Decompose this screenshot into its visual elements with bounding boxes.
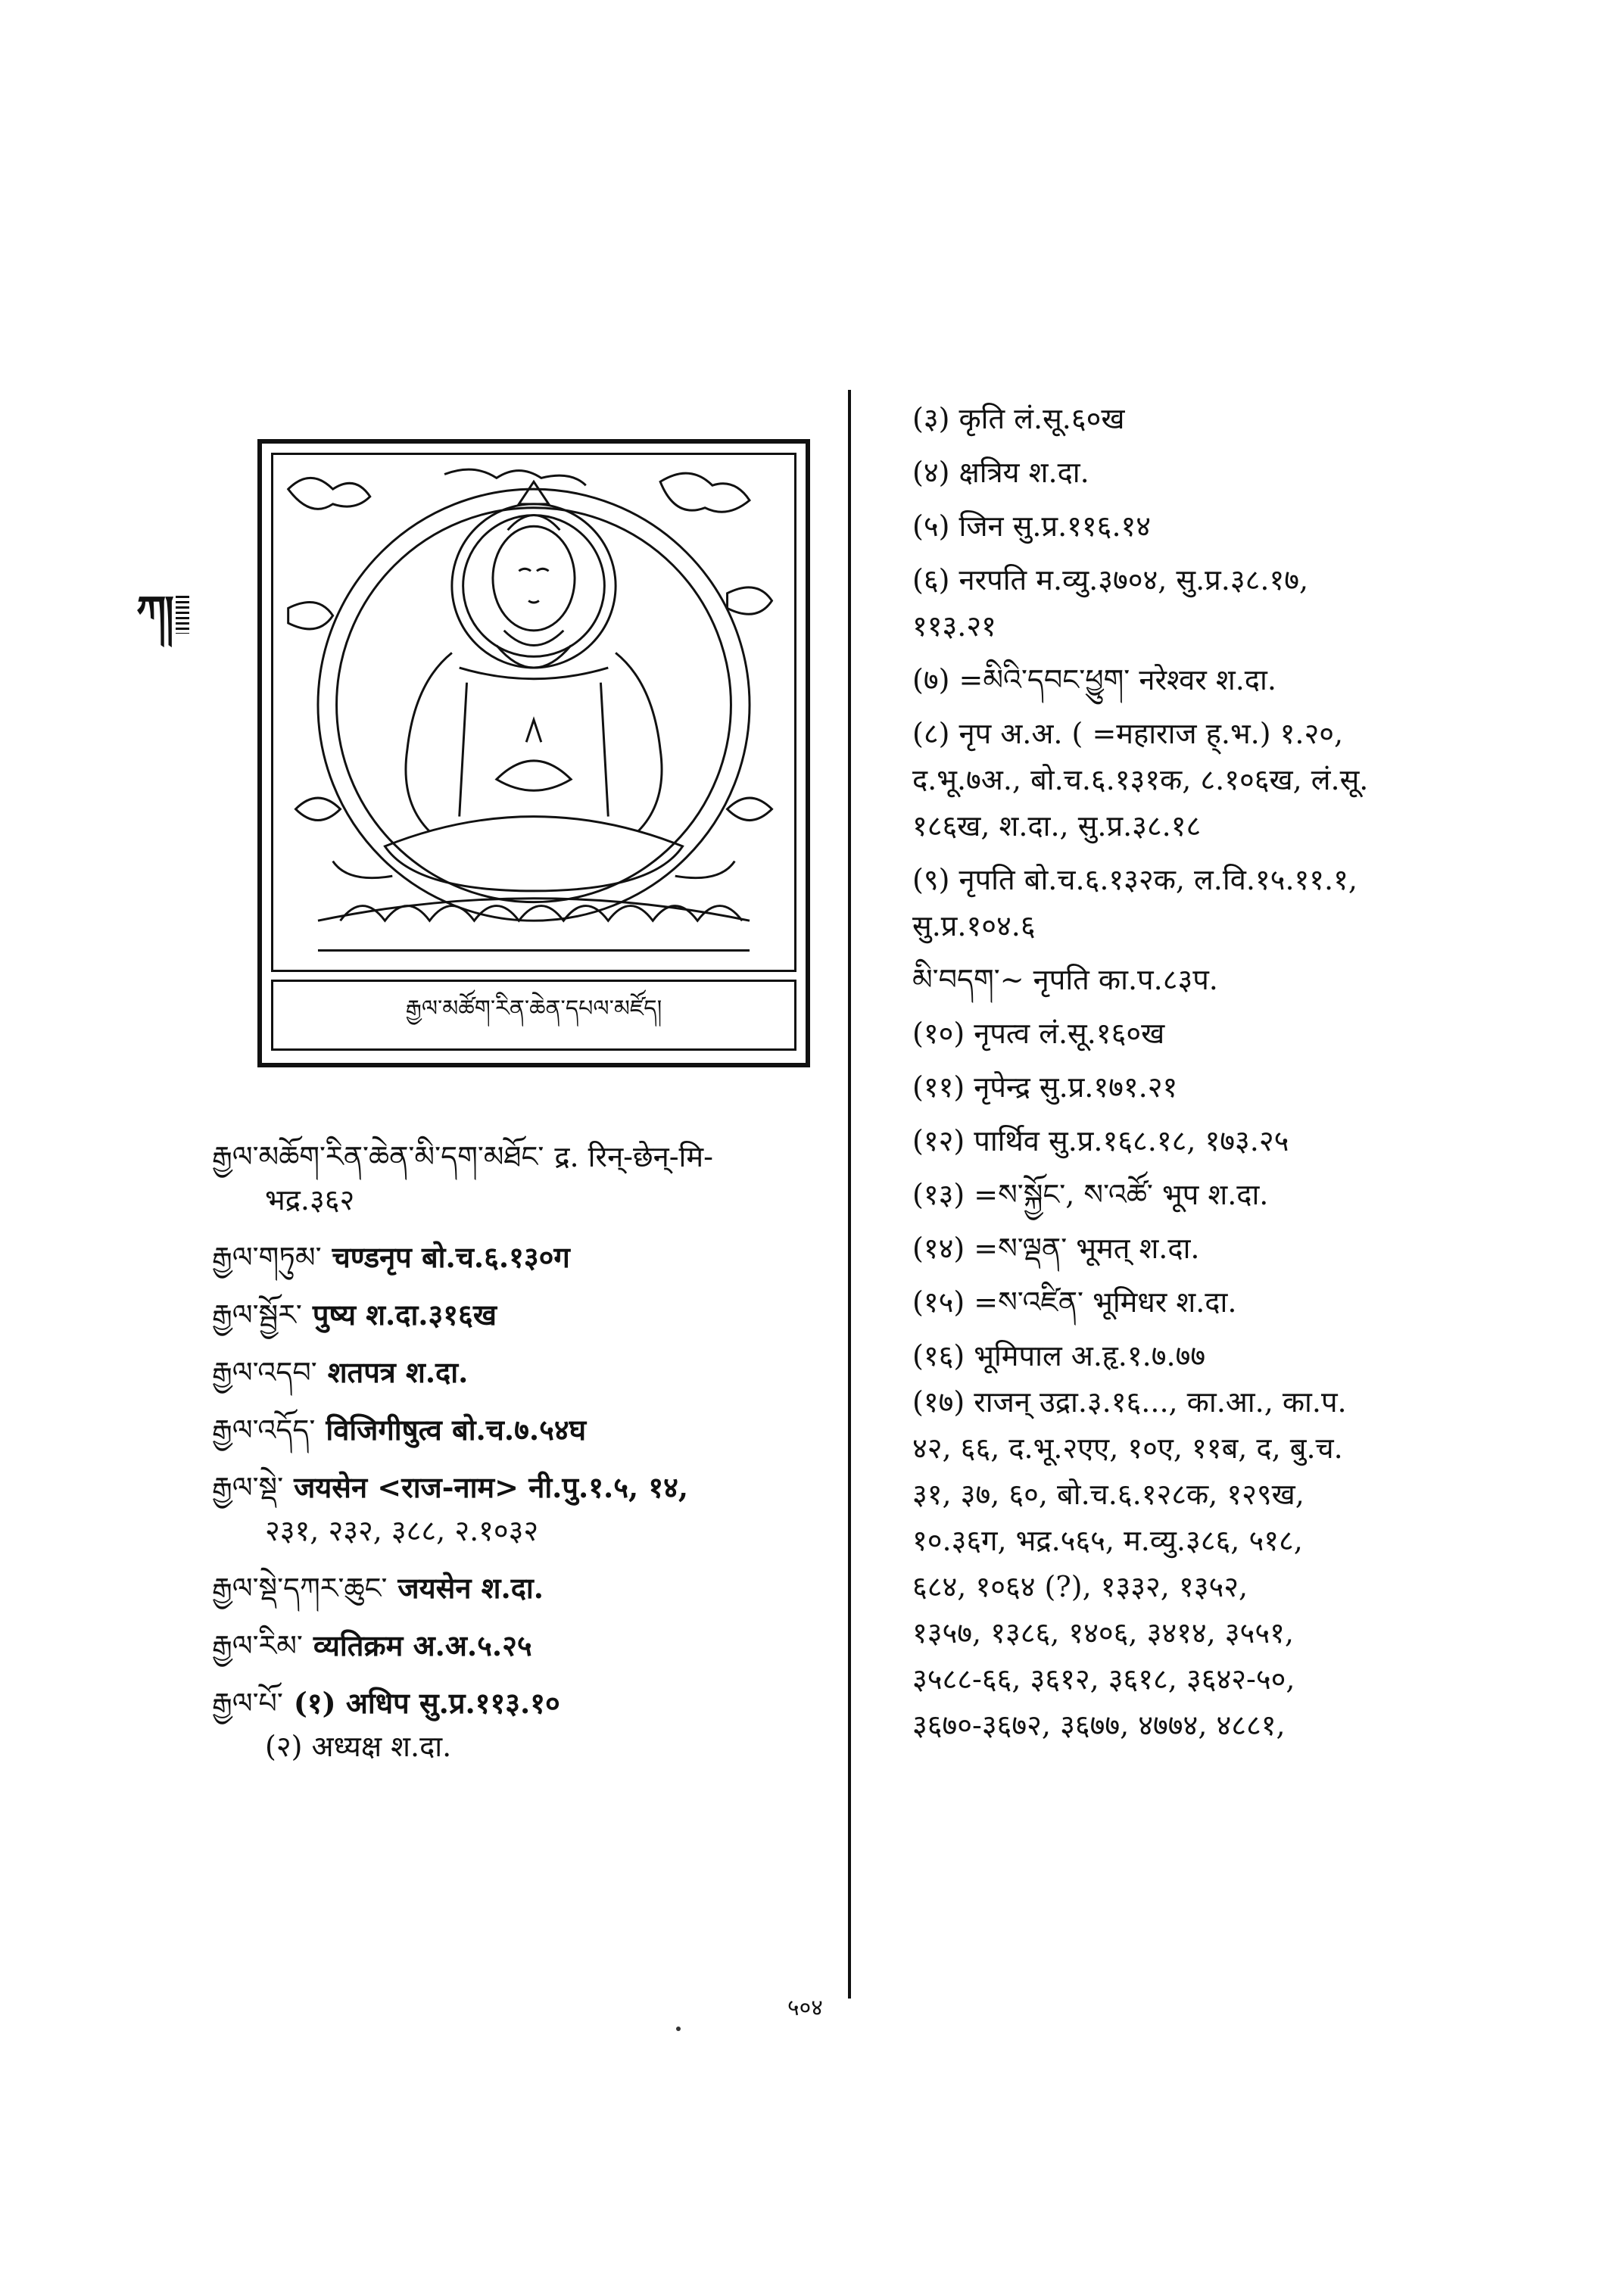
sense-row: (३) कृति लं.सू.६०ख <box>912 402 1125 435</box>
tibetan-headword: རྒྱལ་འདབ་ <box>212 1356 317 1389</box>
tibetan-headword: རྒྱལ་སྡེ་དཀར་ཆུང་ <box>212 1572 388 1605</box>
entry-text: विजिगीषुत्व बो.च.७.५४घ <box>326 1413 587 1447</box>
entry <box>212 1681 825 1768</box>
entry-text: द्र. रिन्-छेन्-मि- <box>554 1140 713 1173</box>
entry-text: पुष्य श.दा.३१६ख <box>312 1298 497 1332</box>
entry <box>212 1408 825 1452</box>
sense-row: (१३) =ས་སྐྱོང་, ས་འཚོ་ भूप श.दा. <box>912 1178 1269 1211</box>
tibetan-headword: རྒྱལ་གཏུམ་ <box>212 1241 322 1274</box>
sense-row: (११) नृपेन्द्र सु.प्र.१७१.२१ <box>912 1070 1178 1104</box>
sense-row: (७) =མིའི་དབང་ཕྱུག་ नरेश्वर श.दा. <box>912 663 1276 696</box>
sense-row: १८६ख, श.दा., सु.प्र.३८.१८ <box>912 809 1202 843</box>
deity-figure <box>257 439 810 1067</box>
entry <box>212 1293 825 1337</box>
column-divider <box>848 390 851 1999</box>
entry <box>212 1136 825 1222</box>
sense-row: (५) जिन सु.प्र.११६.१४ <box>912 509 1152 543</box>
sense-row: (४) क्षत्रिय श.दा. <box>912 456 1089 489</box>
sense-row: ३६७०-३६७२, ३६७७, ४७७४, ४८८१, <box>912 1709 1286 1742</box>
tibetan-headword: རྒྱལ་རིམ་ <box>212 1629 303 1662</box>
entry-continuation: भद्र.३६२ <box>265 1183 355 1217</box>
entry-text: (१) अधिप सु.प्र.११३.१० <box>293 1686 560 1720</box>
entry <box>212 1466 825 1553</box>
sense-row: (९) नृपति बो.च.६.१३२क, ल.वि.१५.११.१, <box>912 863 1357 896</box>
sense-row: द.भू.७अ., बो.च.६.१३१क, ८.१०६ख, लं.सू. <box>912 763 1369 796</box>
entry-continuation: (२) अध्यक्ष श.दा. <box>265 1730 452 1763</box>
page-number: ५०४ <box>787 1995 823 2021</box>
entry-text: चण्डनृप बो.च.६.१३०ग <box>332 1240 570 1274</box>
entry-text: शतपत्र श.दा. <box>327 1355 469 1389</box>
sense-row: ४२, ६६, द.भू.२एए, १०ए, ११ब, द, बु.च. <box>912 1432 1343 1465</box>
sense-row: सु.प्र.१०४.६ <box>912 909 1036 942</box>
entry-text: व्यतिक्रम अ.अ.५.२५ <box>313 1628 532 1662</box>
sense-row: ३१, ३७, ६०, बो.च.६.१२८क, १२९ख, <box>912 1478 1304 1511</box>
sense-row: མི་བདག་~ नृपति का.प.८३प. <box>912 963 1218 996</box>
entry <box>212 1624 825 1668</box>
sense-row: ३५८८-६६, ३६१२, ३६१८, ३६४२-५०, <box>912 1662 1295 1696</box>
tibetan-headword: རྒྱལ་འདོད་ <box>212 1413 316 1447</box>
side-tab-letter: ཀ། <box>136 564 189 684</box>
entry <box>212 1235 825 1279</box>
deity-illustration <box>271 453 796 972</box>
sense-row: (१७) राजन् उद्रा.३.१६..., का.आ., का.प. <box>912 1385 1347 1419</box>
sense-row: ११३.२१ <box>912 609 996 643</box>
tibetan-headword: རྒྱལ་སྡེ་ <box>212 1471 284 1504</box>
tibetan-headword: རྒྱལ་སྦྱོར་ <box>212 1298 302 1332</box>
tibetan-headword: རྒྱལ་པོ་ <box>212 1687 283 1720</box>
tibetan-headword: རྒྱལ་མཆོག་རིན་ཆེན་མི་དག་མཐོང་ <box>212 1140 544 1173</box>
sense-row: (१४) =ས་ལྡན་ भूमत् श.दा. <box>912 1232 1200 1265</box>
right-column <box>912 397 1541 1750</box>
sense-row: १३५७, १३८६, १४०६, ३४१४, ३५५१, <box>912 1616 1294 1650</box>
entry-continuation: २३१, २३२, ३८८, २.१०३२ <box>265 1514 539 1547</box>
sense-row: ६८४, १०६४ (?), १३३२, १३५२, <box>912 1570 1248 1603</box>
sense-row: (६) नरपति म.व्यु.३७०४, सु.प्र.३८.१७, <box>912 563 1309 597</box>
sense-row: (१६) भूमिपाल अ.हृ.१.७.७७ <box>912 1339 1206 1372</box>
sense-row: (८) नृप अ.अ. ( =महाराज ह्.भ.) १.२०, <box>912 717 1344 750</box>
left-column <box>212 1136 825 1782</box>
entry-text: जयसेन श.दा. <box>397 1571 544 1605</box>
sense-row: (१०) नृपत्व लं.सू.१६०ख <box>912 1017 1165 1050</box>
entry <box>212 1351 825 1394</box>
seated-buddha-drawing <box>273 455 794 970</box>
figure-caption: རྒྱལ་མཚོག་རིན་ཆེན་དཔལ་མཛོད། <box>271 980 796 1051</box>
sense-row: १०.३६ग, भद्र.५६५, म.व्यु.३८६, ५१८, <box>912 1524 1303 1557</box>
sense-row: (१२) पार्थिव सु.प्र.१६८.१८, १७३.२५ <box>912 1124 1289 1157</box>
entry-text: जयसेन <राज-नाम> नी.पु.१.५, १४, <box>294 1470 689 1504</box>
sense-row: (१५) =ས་འཛིན་ भूमिधर श.दा. <box>912 1285 1237 1319</box>
entry <box>212 1566 825 1610</box>
print-speck <box>676 2027 681 2031</box>
